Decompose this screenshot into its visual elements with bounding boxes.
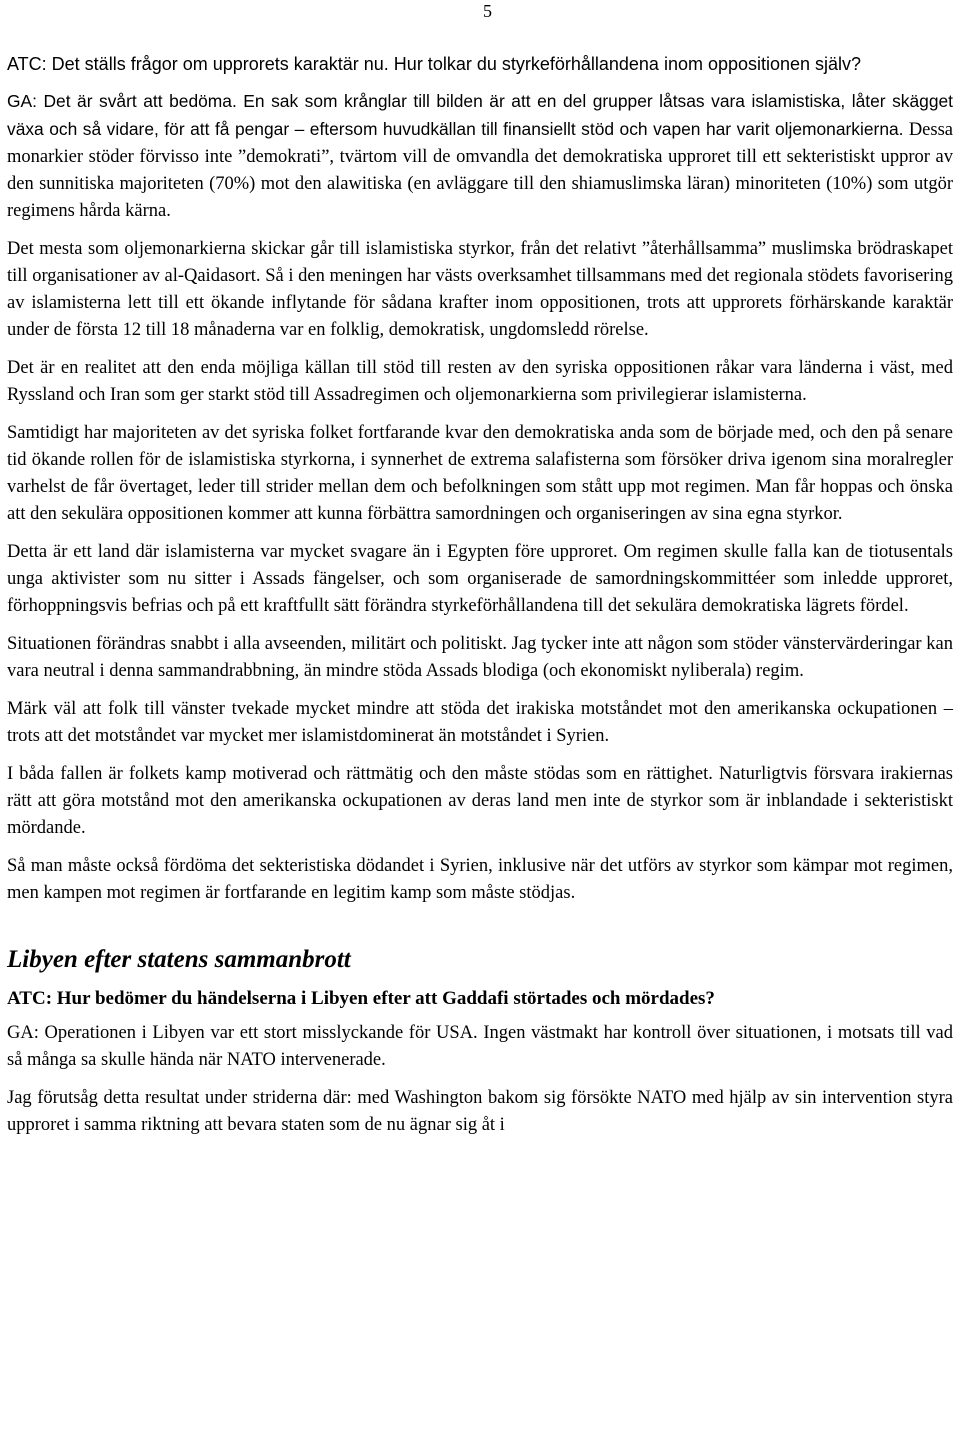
question-syria-opposition: ATC: Det ställs frågor om upprorets karaktär nu. Hur tolkar du styrkeförhållandena inom oppositionen själv? (7, 54, 862, 74)
paragraph-4-second-part: Man får hoppas och önska att den sekulära oppositionen kommer att kunna förbättra samordningen och organiseringen av sina egna styrkor. (7, 477, 954, 524)
paragraph-oil-monarchies (7, 236, 953, 344)
paragraph-democratic-spirit (7, 420, 953, 528)
paragraph-situation-changes: Situationen förändras snabbt i alla avseenden, militärt och politiskt. Jag tycker inte att någon som stöder vänstervärderingar kan vara neutral i denna sammandrabbning, än mindre stöda Assads blodiga (och ekonomiskt nyliberala) regim. (7, 634, 953, 681)
paragraph-western-support: Det är en realitet att den enda möjliga källan till stöd till resten av den syriska oppositionen råkar vara länderna i väst, med Ryssland och Iran som ger starkt stöd till Assadregimen och oljemonarkierna som privilegierar islamisterna. (7, 358, 953, 405)
question-libya: ATC: Hur bedömer du händelserna i Libyen efter att Gaddafi störtades och mördades? (7, 988, 715, 1009)
answer-1-serif-part: Dessa monarkier stöder förvisso inte ”demokrati”, tvärtom vill de omvandla det demokratiska upproret till ett sekteristiskt uppror av den sunnitiska majoriteten (70%) mot den alawitiska (en avläggare till den shiamuslimska läran) minoriteten (10%) som utgör regimens hårda kärna. (7, 120, 953, 221)
section-heading-libya: Libyen efter statens sammanbrott (7, 946, 351, 973)
paragraph-5-second-part: Om regimen skulle falla kan de tiotusentals unga aktivister som nu sitter i Assads fängelser, och som organiserade de samordningskommittéer som inledde upproret, förhoppningsvis befrias och på ett kraftfullt sätt förändra styrkeförhållandena till det sekulära demokratiska lägrets fördel. (7, 542, 953, 616)
answer-libya: GA: Operationen i Libyen var ett stort misslyckande för USA. Ingen västmakt har kontroll över situationen, i motsats till vad så många sa skulle hända när NATO intervenerade. (7, 1023, 953, 1070)
paragraph-peoples-struggle: I båda fallen är folkets kamp motiverad och rättmätig och den måste stödas som en rättighet. Naturligtvis försvara irakiernas rätt att göra motstånd mot den amerikanska ockupationen av deras land men inte de styrkor som är inblandade i sekteristiskt mördande. (7, 764, 953, 838)
paragraph-iraq-resistance: Märk väl att folk till vänster tvekade mycket mindre att stöda det irakiska motståndet mot den amerikanska ockupationen – trots att det motståndet var mycket mer islamistdominerat än motståndet i Syrien. (7, 699, 953, 746)
paragraph-2-serif-part: Det mesta som oljemonarkierna skickar går till islamistiska styrkor, från det relativt ”återhållsamma” muslimska brödraskapet till organisationer av al-Qaidasort. (7, 239, 953, 286)
paragraph-2-second-part: Så i den meningen har västs overksamhet tillsammans med det regionala stödets favorisering av islamisterna lett till ett ökande inflytande för sådana krafter inom oppositionen, trots att upprorets förhärskande karaktär under de första 12 till 18 månaderna var en folklig, demokratisk, ungdomsledd rörelse. (7, 266, 953, 340)
paragraph-5-first-part: Detta är ett land där islamisterna var mycket svagare än i Egypten före upproret. (7, 542, 618, 562)
paragraph-sectarian-killing: Så man måste också fördöma det sekteristiska dödandet i Syrien, inklusive när det utförs av styrkor som kämpar mot regimen, men kampen mot regimen är fortfarande en legitim kamp som måste stödjas. (7, 856, 953, 903)
paragraph-egypt-comparison (7, 539, 953, 620)
paragraph-4-first-part: Samtidigt har majoriteten av det syriska folket fortfarande kvar den demokratiska anda som de började med, och den på senare tid ökande rollen för de islamistiska styrkorna, i synnerhet de extrema salafisterna som försöker driva igenom sina moralregler varhelst de får övertaget, leder till strider mellan dem och befolkningen som stått upp mot regimen. (7, 423, 953, 497)
page-number: 5 (483, 1, 492, 21)
paragraph-nato-intervention: Jag förutsåg detta resultat under striderna där: med Washington bakom sig försökte NATO med hjälp av sin intervention styra upproret i samma riktning att bevara staten som de nu ägnar sig åt i (7, 1088, 953, 1135)
answer-1-sans-part: GA: Det är svårt att bedöma. En sak som krånglar till bilden är att en del grupper låtsas vara islamistiska, låter skägget växa och så vidare, för att få pengar – eftersom huvudkällan till finansiellt stöd och vapen har varit oljemonarkierna. (7, 91, 953, 139)
article-body (7, 51, 953, 1150)
answer-paragraph-1 (7, 88, 953, 225)
